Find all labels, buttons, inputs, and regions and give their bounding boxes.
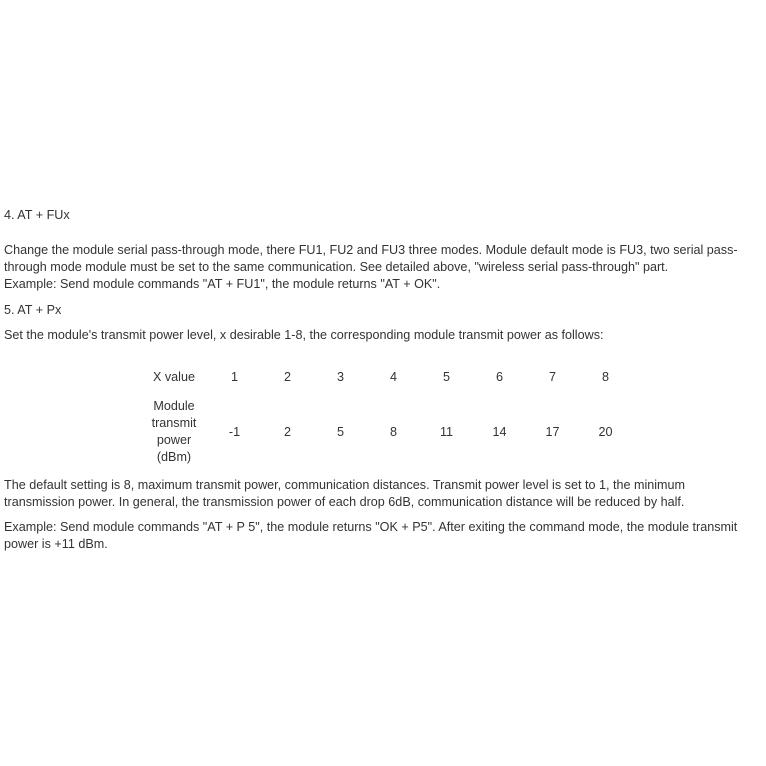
power-value-cell: 11 [439,424,454,439]
x-value-cell: 6 [495,369,503,384]
section-4-line: through mode module must be set to the same communication. See detailed above, "wireless serial pass-through" part. [4,260,669,274]
x-value-row [140,364,632,390]
default-setting-note [4,477,760,511]
power-row [140,390,632,470]
x-value-cell: 2 [283,369,291,384]
power-value-cell: 5 [336,424,344,439]
document-body-continued [4,477,760,553]
x-value-label: X value [152,369,195,384]
power-value-cell: 17 [545,424,560,439]
section-4-example: Example: Send module commands "AT + FU1", the module returns "AT + OK". [4,277,441,291]
x-value-cell: 3 [336,369,344,384]
power-value-cell: 14 [492,424,507,439]
example-line: power is +11 dBm. [4,537,108,551]
section-5-intro [4,327,760,344]
section-5-heading: 5. AT + Px [4,303,62,317]
x-value-cell: 4 [389,369,397,384]
power-value-cell: -1 [228,424,241,439]
power-label [140,390,208,470]
transmit-power-table [140,364,632,470]
note-line: transmission power. In general, the transmission power of each drop 6dB, communication distance will be reduced by half. [4,495,685,509]
power-value-cell: 2 [283,424,291,439]
power-value-cell: 20 [598,424,613,439]
section-5-intro-line: Set the module's transmit power level, x desirable 1-8, the corresponding module transmit power as follows: [4,328,604,342]
x-value-cell: 5 [442,369,450,384]
power-label-line: power [156,433,192,447]
power-label-line: Module [153,399,195,413]
x-value-cell: 7 [548,369,556,384]
section-5-example [4,519,760,553]
section-4-heading: 4. AT + FUx [4,208,70,222]
x-value-cell: 8 [601,369,609,384]
example-line: Example: Send module commands "AT + P 5", the module returns "OK + P5". After exiting the command mode, the module transmit [4,520,738,534]
power-label-line: (dBm) [156,450,192,464]
note-line: The default setting is 8, maximum transmit power, communication distances. Transmit power level is set to 1, the minimum [4,478,686,492]
x-value-cell: 1 [230,369,238,384]
power-value-cell: 8 [389,424,397,439]
section-4-line: Change the module serial pass-through mode, there FU1, FU2 and FU3 three modes. Module default mode is FU3, two serial pass- [4,243,738,257]
document-body [4,207,760,344]
power-label-line: transmit [151,416,197,430]
section-4-description [4,242,760,293]
